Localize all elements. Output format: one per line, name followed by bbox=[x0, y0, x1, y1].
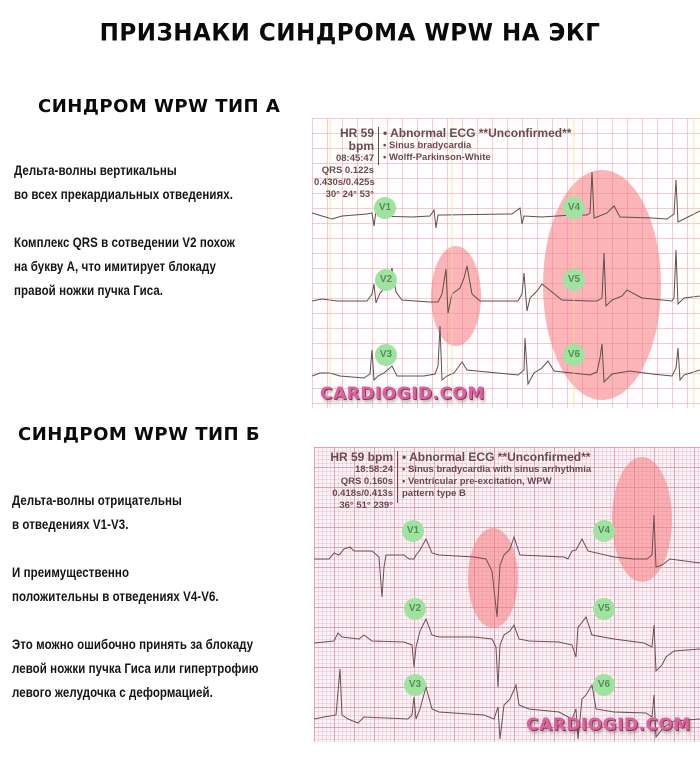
section-a-title: СИНДРОМ WPW ТИП А bbox=[38, 96, 281, 117]
lead-badge-v3: V3 bbox=[375, 344, 397, 366]
section-b-paragraph-2: И преимущественно положительны в отведениях V4-V6. bbox=[12, 564, 219, 604]
section-a-paragraph-1: Дельта-волны вертикальны во всех прекардиальных отведениях. bbox=[14, 162, 234, 202]
ecg-image-type-a bbox=[312, 118, 700, 408]
ecg-measurements: HR 59 bpm 08:45:47 QRS 0.122s 0.430s/0.425s 30° 24° 53° bbox=[314, 126, 375, 200]
lead-badge-v2: V2 bbox=[375, 269, 397, 291]
ecg-interpretation: • Abnormal ECG **Unconfirmed** • Sinus bradycardia • Wolff-Parkinson-White bbox=[383, 126, 572, 163]
watermark: CARDIOGID.COM bbox=[526, 715, 691, 735]
watermark: CARDIOGID.COM bbox=[320, 384, 485, 404]
lead-badge-v5: V5 bbox=[563, 269, 585, 291]
lead-badge-v1: V1 bbox=[374, 197, 396, 219]
lead-badge-v6: V6 bbox=[593, 674, 615, 696]
ecg-interpretation: • Abnormal ECG **Unconfirmed** • Sinus bradycardia with sinus arrhythmia • Ventricular pre-excitation, WPW pattern type B bbox=[402, 450, 592, 499]
section-a-description bbox=[14, 158, 235, 302]
lead-badge-v3: V3 bbox=[404, 674, 426, 696]
lead-badge-v1: V1 bbox=[402, 520, 424, 542]
page-title: ПРИЗНАКИ СИНДРОМА WPW НА ЭКГ bbox=[99, 19, 601, 47]
section-b-paragraph-1: Дельта-волны отрицательны в отведениях V1-V3. bbox=[12, 492, 182, 532]
section-b-title: СИНДРОМ WPW ТИП Б bbox=[18, 424, 261, 445]
lead-badge-v2: V2 bbox=[404, 598, 426, 620]
lead-badge-v6: V6 bbox=[563, 344, 585, 366]
ecg-measurements: HR 59 bpm 18:58:24 QRS 0.160s 0.418s/0.413s 36° 51° 239° bbox=[330, 450, 393, 511]
section-b-description bbox=[12, 488, 259, 704]
lead-badge-v4: V4 bbox=[593, 520, 615, 542]
section-b-paragraph-3: Это можно ошибочно принять за блокаду левой ножки пучка Гиса или гипертрофию левого желудочка с деформацией. bbox=[12, 636, 259, 700]
ecg-image-type-b bbox=[314, 447, 700, 742]
ecg-info-divider bbox=[397, 451, 398, 503]
ecg-info-divider bbox=[378, 127, 379, 165]
section-a-paragraph-2: Комплекс QRS в сотведении V2 похож на букву А, что имитирует блокаду правой ножки пучка Гиса. bbox=[14, 234, 236, 298]
lead-badge-v5: V5 bbox=[593, 598, 615, 620]
lead-badge-v4: V4 bbox=[563, 197, 585, 219]
